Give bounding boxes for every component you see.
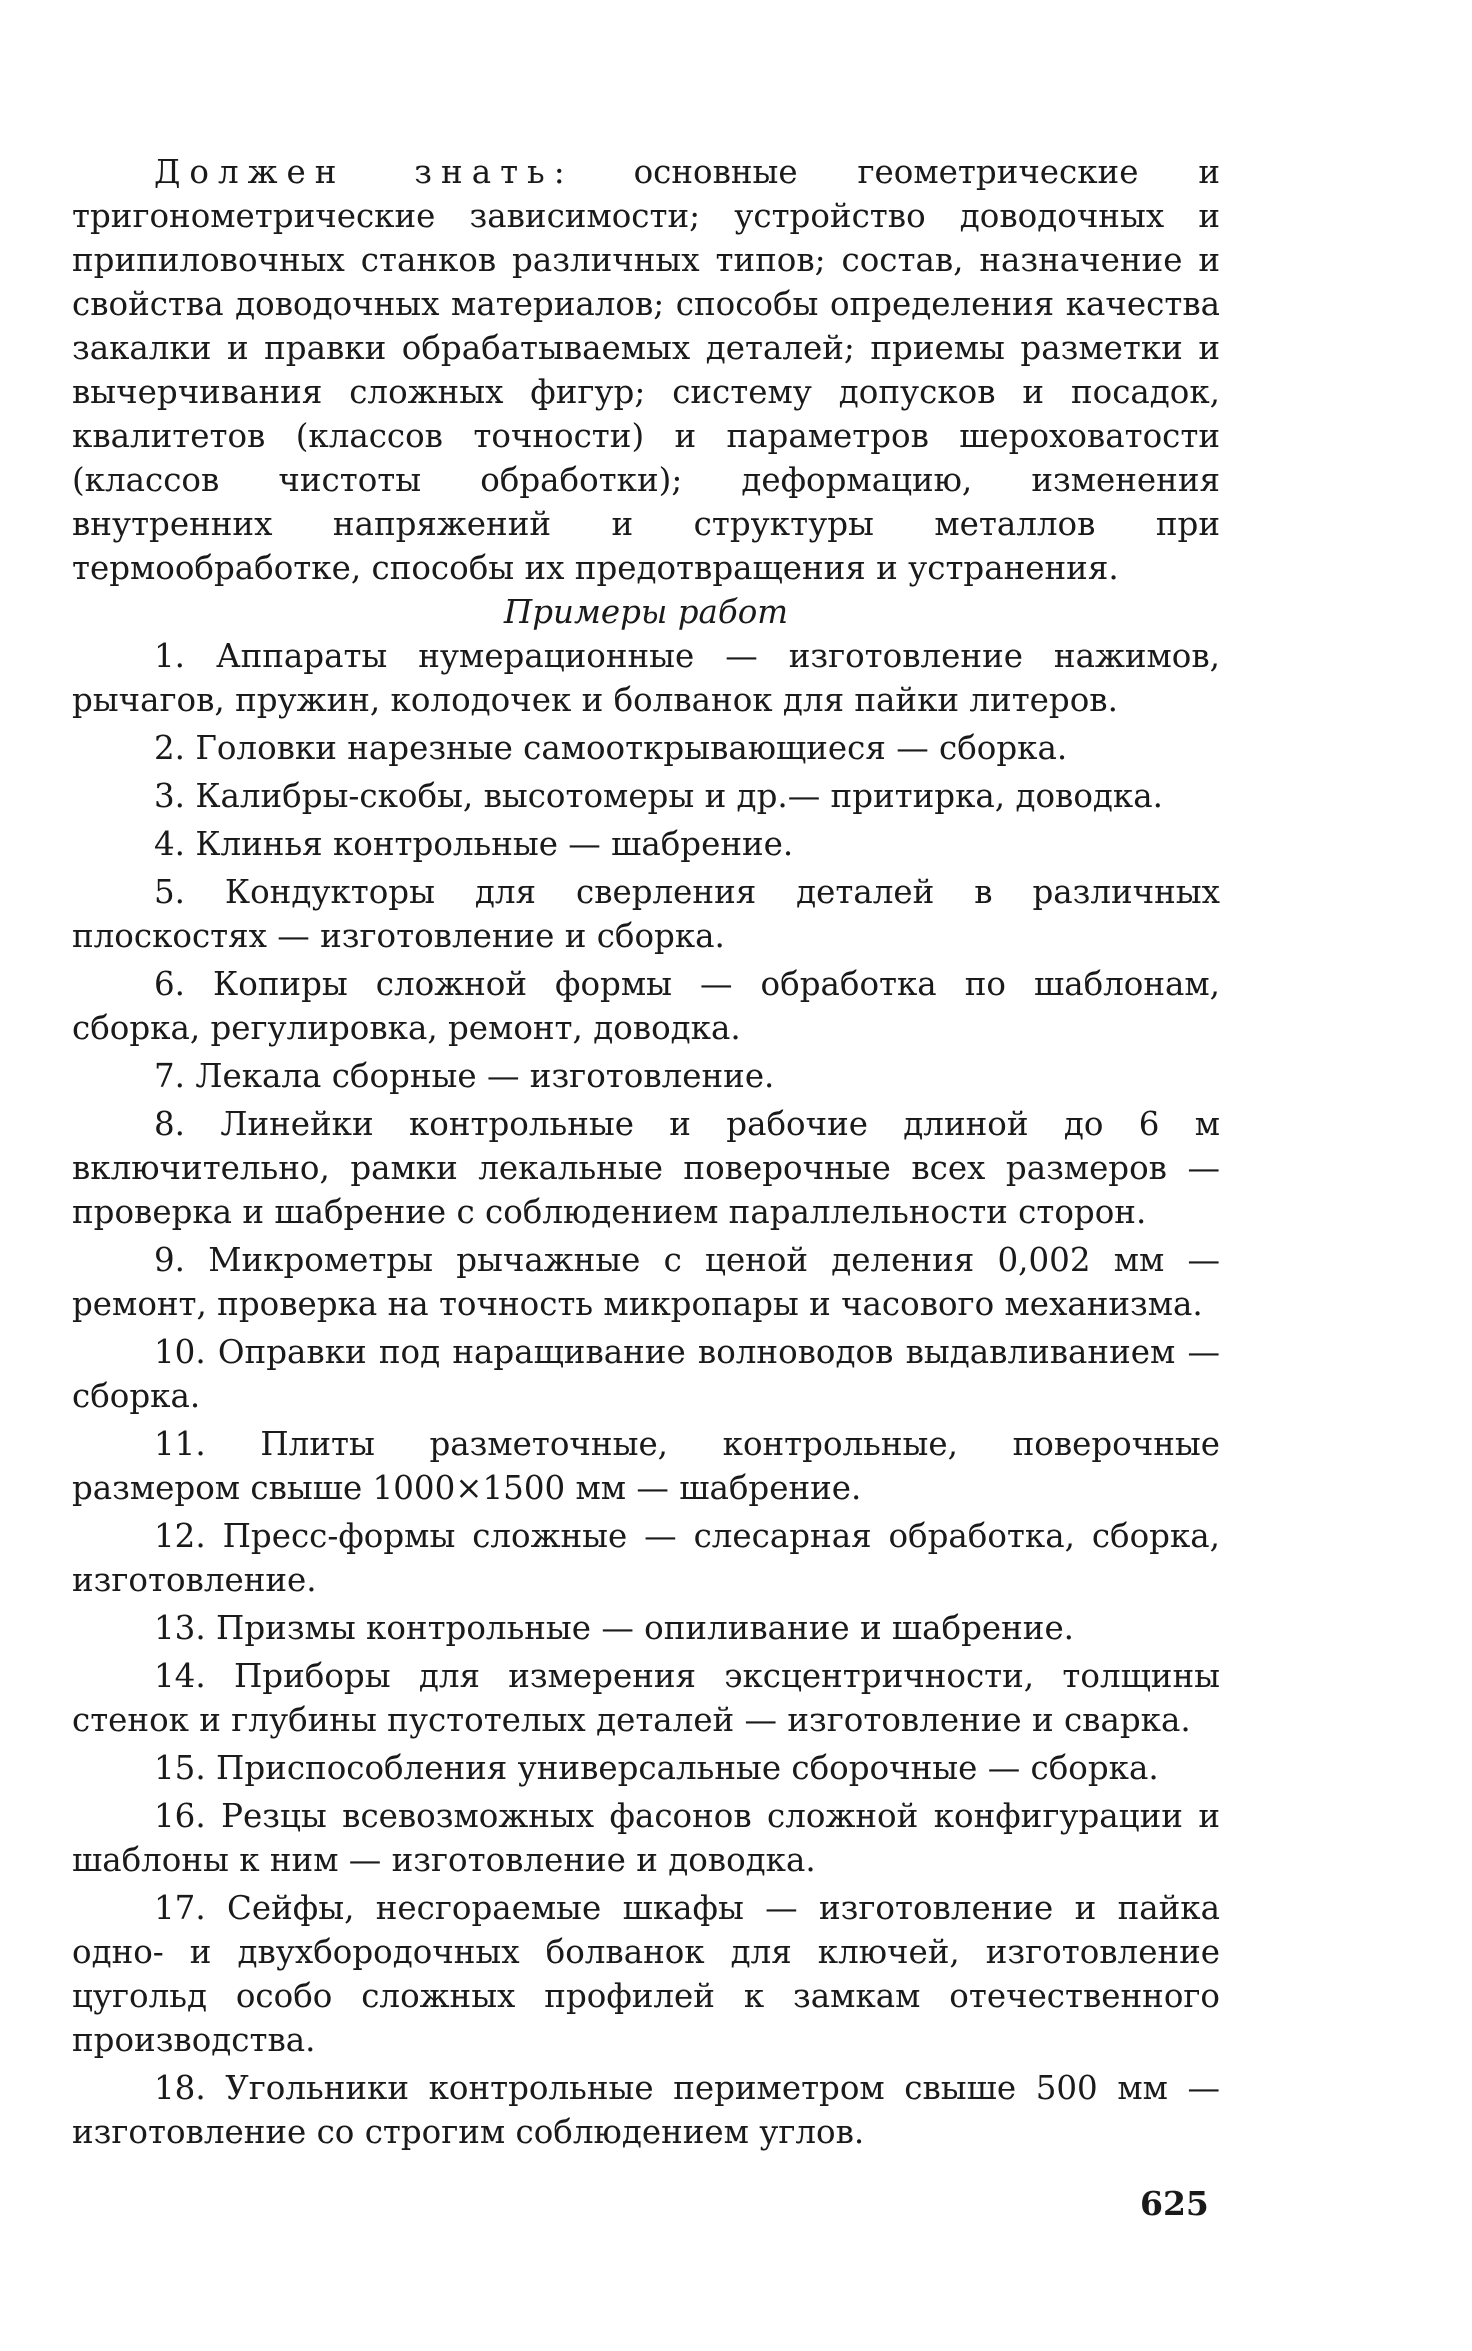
required-knowledge-paragraph xyxy=(72,150,1220,590)
list-item: 18. Угольники контрольные периметром свыше 500 мм — изготовление со строгим соблюдением углов. xyxy=(72,2069,1220,2151)
list-item: 13. Призмы контрольные — опиливание и шабрение. xyxy=(154,1609,1075,1647)
list-item: 17. Сейфы, несгораемые шкафы — изготовление и пайка одно- и двухбородочных болванок для ключей, изготовление цугольд особо сложных профилей к замкам отечественного производства. xyxy=(72,1889,1220,2059)
required-knowledge-text: основные геометрические и тригонометрические зависимости; устройство доводочных и припиловочных станков различных типов; состав, назначение и свойства доводочных материалов; способы определения качества закалки и правки обрабатываемых деталей; приемы разметки и вычерчивания сложных фигур; систему допусков и посадок, квалитетов (классов точности) и параметров шероховатости (классов чистоты обработки); деформацию, изменения внутренних напряжений и структуры металлов при термообработке, способы их предотвращения и устранения. xyxy=(72,153,1220,587)
list-item: 10. Оправки под наращивание волноводов выдавливанием — сборка. xyxy=(72,1333,1220,1415)
list-item: 3. Калибры-скобы, высотомеры и др.— притирка, доводка. xyxy=(154,777,1163,815)
required-knowledge-lead: Должен знать: xyxy=(154,153,574,191)
list-item: 9. Микрометры рычажные с ценой деления 0,002 мм — ремонт, проверка на точность микропары и часового механизма. xyxy=(72,1241,1220,1323)
list-item: 6. Копиры сложной формы — обработка по шаблонам, сборка, регулировка, ремонт, доводка. xyxy=(72,965,1220,1047)
list-item: 5. Кондукторы для сверления деталей в различных плоскостях — изготовление и сборка. xyxy=(72,873,1220,955)
work-examples-list xyxy=(72,634,1220,2154)
page-content xyxy=(72,150,1220,2158)
list-item: 2. Головки нарезные самооткрывающиеся — сборка. xyxy=(154,729,1068,767)
list-item: 11. Плиты разметочные, контрольные, поверочные размером свыше 1000×1500 мм — шабрение. xyxy=(72,1425,1220,1507)
list-item: 16. Резцы всевозможных фасонов сложной конфигурации и шаблоны к ним — изготовление и доводка. xyxy=(72,1797,1220,1879)
list-item: 4. Клинья контрольные — шабрение. xyxy=(154,825,794,863)
page-number: 625 xyxy=(1140,2184,1209,2223)
list-item: 15. Приспособления универсальные сборочные — сборка. xyxy=(154,1749,1159,1787)
list-item: 12. Пресс-формы сложные — слесарная обработка, сборка, изготовление. xyxy=(72,1517,1220,1599)
list-item: 8. Линейки контрольные и рабочие длиной до 6 м включительно, рамки лекальные поверочные всех размеров — проверка и шабрение с соблюдением параллельности сторон. xyxy=(72,1105,1220,1231)
list-item: 14. Приборы для измерения эксцентричности, толщины стенок и глубины пустотелых деталей — изготовление и сварка. xyxy=(72,1657,1220,1739)
list-item: 1. Аппараты нумерационные — изготовление нажимов, рычагов, пружин, колодочек и болванок для пайки литеров. xyxy=(72,637,1220,719)
list-item: 7. Лекала сборные — изготовление. xyxy=(154,1057,775,1095)
section-title: Примеры работ xyxy=(503,593,789,631)
